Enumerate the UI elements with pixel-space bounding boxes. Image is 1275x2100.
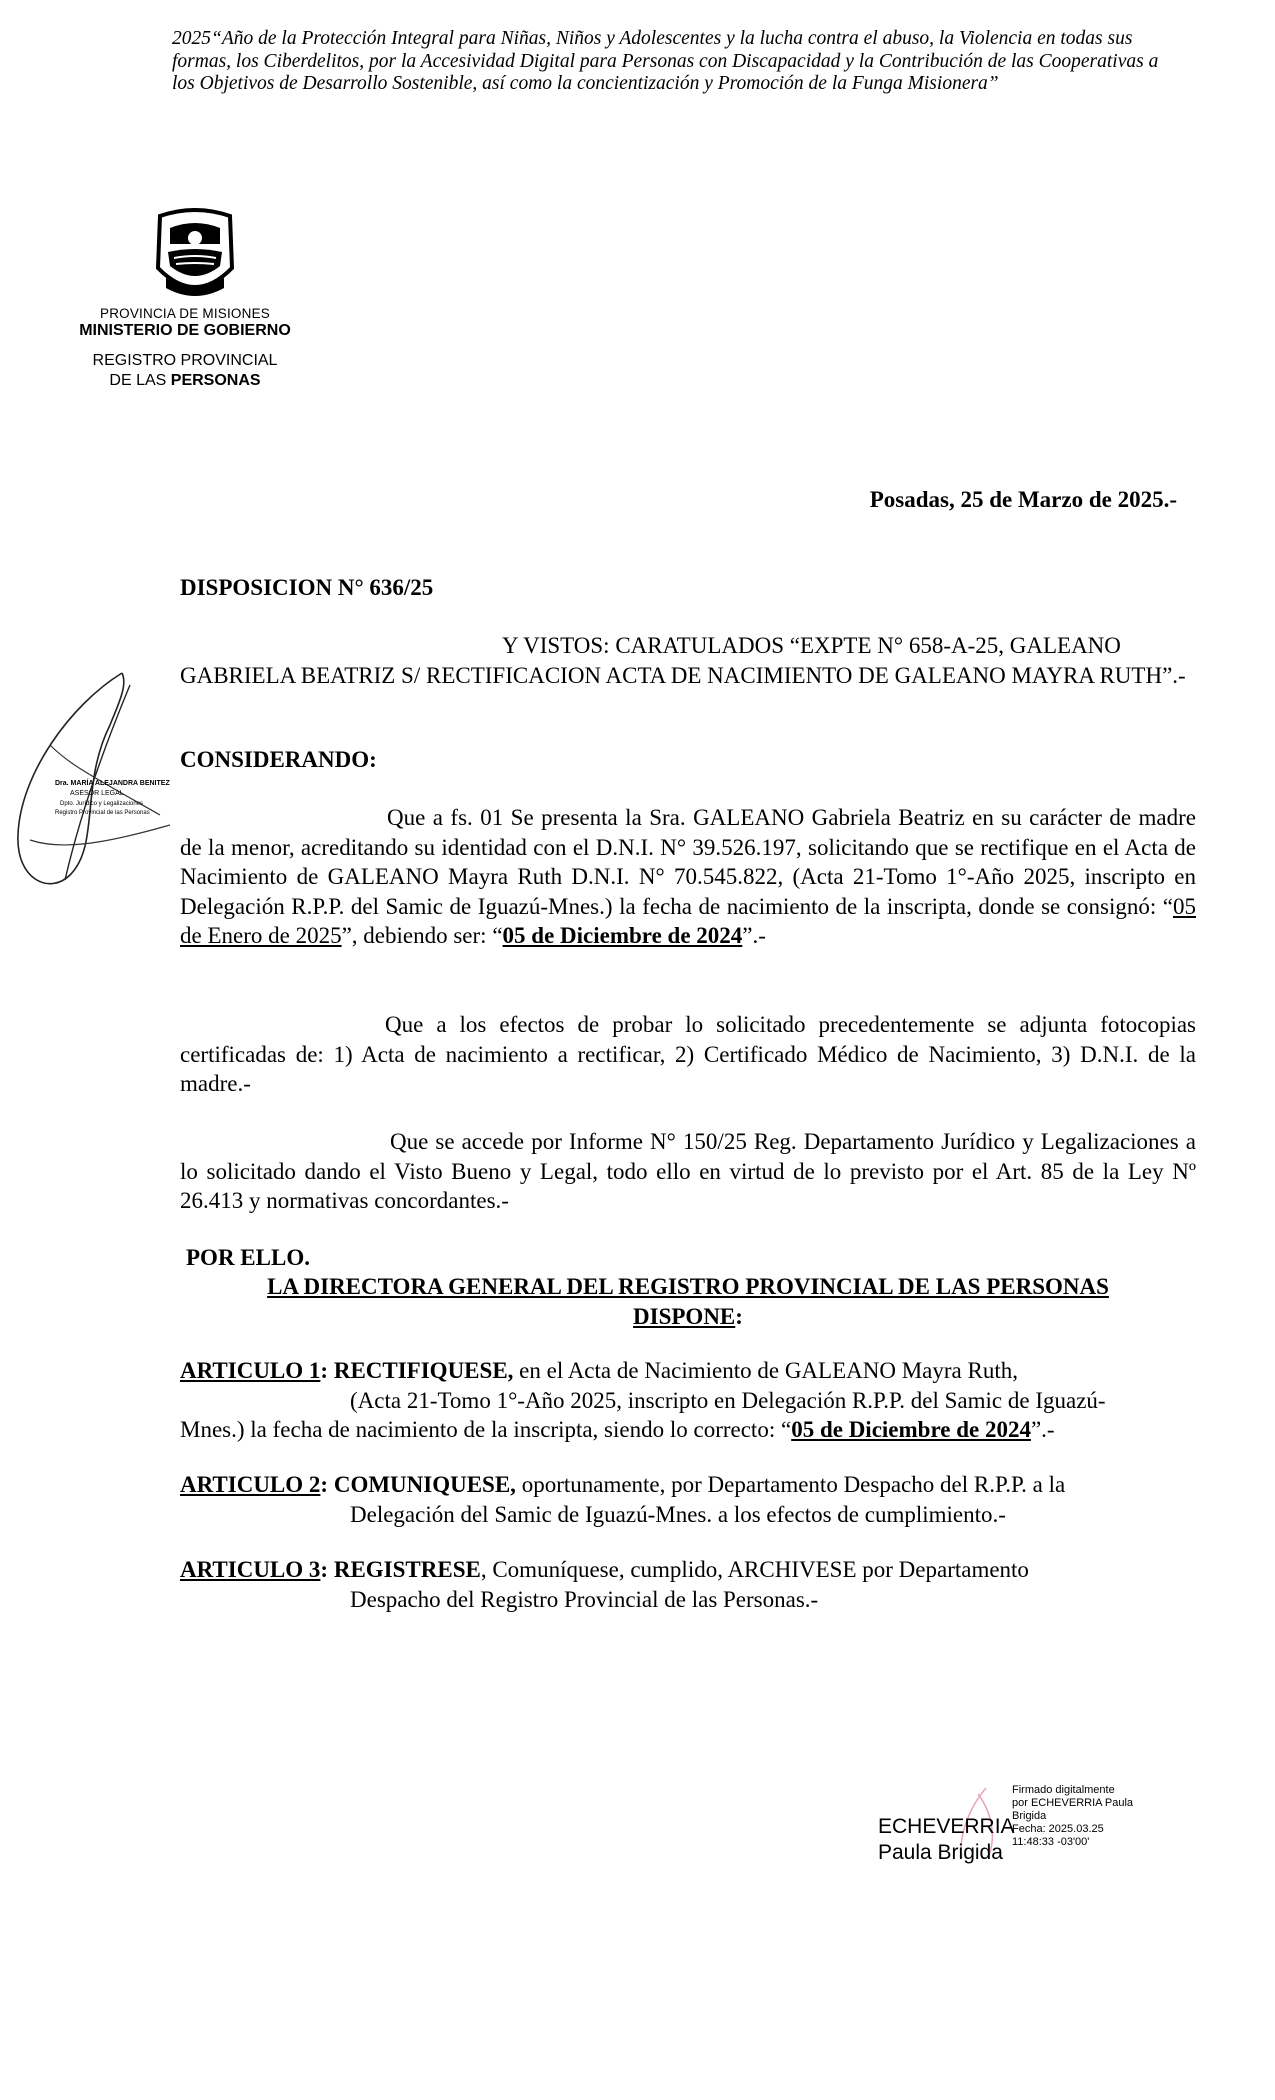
digital-signature-name xyxy=(878,1814,1015,1866)
considerando-paragraph-1 xyxy=(180,803,1196,951)
header-ministry: MINISTERIO DE GOBIERNO xyxy=(79,322,291,339)
article-3-keyword: REGISTRESE xyxy=(333,1557,481,1582)
signer-given-names: Paula Brigida xyxy=(878,1841,1003,1864)
article-1-line2: (Acta 21-Tomo 1°-Año 2025, inscripto en Delegación R.P.P. del Samic de Iguazú- xyxy=(350,1387,1106,1413)
digsig-info-line: Brigida xyxy=(1012,1810,1047,1822)
para1-end: ”.- xyxy=(742,923,766,948)
para1-mid: ”, debiendo ser: “ xyxy=(341,923,503,948)
stamp-line-3: Dpto. Jurídico y Legalizaciones xyxy=(60,801,144,807)
header-registry-personas: PERSONAS xyxy=(170,372,261,389)
handwritten-signature-icon xyxy=(10,665,180,900)
considerando-paragraph-2: Que a los efectos de probar lo solicitado precedentemente se adjunta fotocopias certificadas de: 1) Acta de nacimiento a rectificar, 2) Certificado Médico de Nacimiento, 3) D.N.I. de la madre.- xyxy=(180,1012,1196,1096)
dispone-colon: : xyxy=(735,1303,743,1329)
article-1-keyword: RECTIFIQUESE, xyxy=(333,1358,514,1383)
article-2-line1: oportunamente, por Departamento Despacho del R.P.P. a la xyxy=(515,1472,1066,1497)
coat-of-arms-icon xyxy=(140,208,250,308)
article-1-label: ARTICULO 1 xyxy=(180,1358,321,1383)
vistos-rest: GABRIELA BEATRIZ S/ RECTIFICACION ACTA DE NACIMIENTO DE GALEANO MAYRA RUTH”.- xyxy=(180,662,1186,688)
para1-wrong-date: 05 de Enero de 2025 xyxy=(180,893,1196,948)
date-line: Posadas, 25 de Marzo de 2025.- xyxy=(869,487,1177,512)
directora-block xyxy=(180,1272,1196,1331)
digital-signature xyxy=(878,1784,1178,1864)
article-2-colon: : xyxy=(320,1472,334,1497)
article-2-label: ARTICULO 2 xyxy=(180,1472,321,1497)
article-3 xyxy=(180,1555,1196,1614)
header-registry-line1: REGISTRO PROVINCIAL xyxy=(92,352,278,369)
article-2 xyxy=(180,1470,1196,1529)
handwritten-signature-stamp xyxy=(10,665,180,900)
article-1-line3-end: ”.- xyxy=(1030,1417,1055,1442)
provincial-coat-of-arms-logo xyxy=(140,208,250,308)
para1-text: Que a fs. 01 Se presenta la Sra. GALEANO Gabriela Beatriz en su carácter de madre de la menor, acreditando su identidad con el D.N.I. N° 39.526.197, solicitando que se rectifique en el Acta de Nacimiento de GALEANO Mayra Ruth D.N.I. N° 70.545.822, (Acta 21-Tomo 1°-Año 2025, inscripto en Delegación R.P.P. del Samic de Iguazú-Mnes.) la fecha de nacimiento de la inscripta, donde se consignó: “ xyxy=(180,805,1196,919)
institutional-motto: 2025“Año de la Protección Integral para Niñas, Niños y Adolescentes y la lucha contra el abuso, la Violencia en todas sus formas, los Ciberdelitos, por la Accesividad Digital para Personas con Discapacidad y la Contribución de las Cooperativas a los Objetivos de Desarrollo Sostenible, así como la concientización y Promoción de la Funga Misionera” xyxy=(172,28,1159,94)
article-3-line2: Despacho del Registro Provincial de las Personas.- xyxy=(350,1586,819,1612)
header-province: PROVINCIA DE MISIONES xyxy=(100,306,270,321)
stamp-line-1: Dra. MARÍA ALEJANDRA BENITEZ xyxy=(55,780,170,787)
por-ello: POR ELLO. xyxy=(186,1245,310,1270)
digsig-info-line: Fecha: 2025.03.25 xyxy=(1012,1823,1104,1835)
directora-line: LA DIRECTORA GENERAL DEL REGISTRO PROVINCIAL DE LAS PERSONAS xyxy=(267,1274,1109,1299)
dispone-word: DISPONE xyxy=(633,1303,736,1329)
vistos-first-line: Y VISTOS: CARATULADOS “EXPTE N° 658-A-25, GALEANO xyxy=(502,633,1121,658)
stamp-line-2: ASESOR LEGAL xyxy=(70,790,124,797)
article-3-label: ARTICULO 3 xyxy=(180,1557,321,1582)
considerando-title: CONSIDERANDO: xyxy=(180,747,377,772)
disposition-title: DISPOSICION N° 636/25 xyxy=(180,575,434,600)
digsig-info-line: Firmado digitalmente xyxy=(1012,1784,1115,1796)
article-1 xyxy=(180,1356,1196,1445)
digsig-info-line: 11:48:33 -03'00' xyxy=(1012,1836,1090,1848)
article-1-colon: : xyxy=(320,1358,334,1383)
article-3-colon: : xyxy=(320,1557,334,1582)
article-3-line1: , Comuníquese, cumplido, ARCHIVESE por Departamento xyxy=(480,1557,1029,1582)
header-registry-line2 xyxy=(60,372,310,390)
digital-signature-info xyxy=(1012,1784,1133,1849)
article-1-correct-date: 05 de Diciembre de 2024 xyxy=(791,1417,1031,1442)
article-2-line2: Delegación del Samic de Iguazú-Mnes. a los efectos de cumplimiento.- xyxy=(350,1501,1006,1527)
para1-correct-date: 05 de Diciembre de 2024 xyxy=(502,923,743,948)
digsig-info-line: por ECHEVERRIA Paula xyxy=(1012,1797,1134,1809)
header-registry-de-las: DE LAS xyxy=(109,372,167,389)
signer-surname: ECHEVERRIA xyxy=(878,1815,1015,1838)
considerando-paragraph-3: Que se accede por Informe N° 150/25 Reg. Departamento Jurídico y Legalizaciones a lo solicitado dando el Visto Bueno y Legal, todo ello en virtud de lo previsto por el Art. 85 de la Ley Nº 26.413 y normativas concordantes.- xyxy=(180,1129,1196,1213)
vistos-paragraph xyxy=(180,631,1196,690)
article-2-keyword: COMUNIQUESE, xyxy=(333,1472,516,1497)
article-1-line1: en el Acta de Nacimiento de GALEANO Mayra Ruth, xyxy=(513,1358,1018,1383)
article-1-line3: Mnes.) la fecha de nacimiento de la inscripta, siendo lo correcto: “ xyxy=(180,1417,792,1442)
stamp-line-4: Registro Provincial de las Personas xyxy=(55,810,150,816)
